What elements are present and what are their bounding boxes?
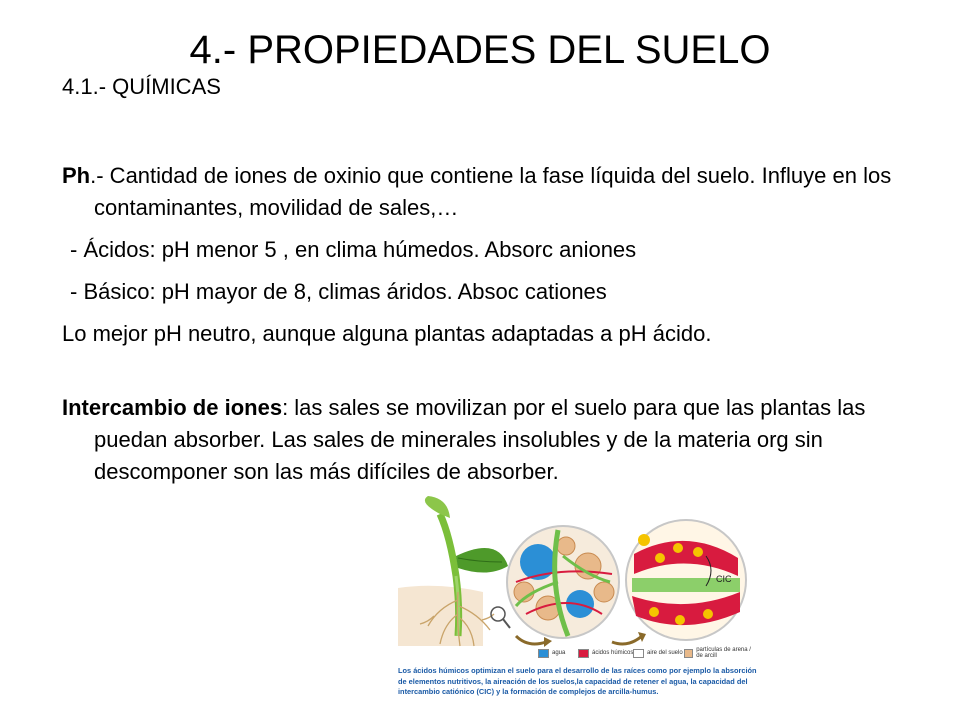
legend-item-sand xyxy=(684,648,758,658)
ph-definition: .- Cantidad de iones de oxinio que contiene la fase líquida del suelo. Influye en los contaminantes, movilidad de sales,… xyxy=(90,163,892,220)
soil-illustration xyxy=(398,496,758,666)
swatch-sand xyxy=(684,649,693,658)
cic-zoom-circle xyxy=(626,520,746,640)
figure-legend xyxy=(538,648,758,660)
exchange-definition: : las sales se movilizan por el suelo para que las plantas las puedan absorber. Las sales de minerales insolubles y de la materia org sin descomponer son las más difíciles de absorber. xyxy=(94,395,866,484)
ph-basic-bullet: - Básico: pH mayor de 8, climas áridos. Absoc cationes xyxy=(70,279,607,304)
exchange-paragraph xyxy=(62,392,922,488)
cic-label: CIC xyxy=(716,574,732,584)
leaf-shape xyxy=(425,496,450,518)
ph-paragraph xyxy=(62,160,922,224)
swatch-humic xyxy=(578,649,589,658)
slide-title: 4.- PROPIEDADES DEL SUELO xyxy=(189,28,771,72)
legend-label: agua xyxy=(552,650,566,656)
ph-term: Ph xyxy=(62,163,91,188)
section-subtitle: 4.1.- QUÍMICAS xyxy=(62,74,221,99)
swatch-water xyxy=(538,649,549,658)
leaf-shape xyxy=(456,548,508,573)
legend-item-water xyxy=(538,648,565,658)
legend-label: ácidos húmicos xyxy=(592,650,634,656)
exchange-term: Intercambio de iones xyxy=(62,395,283,420)
figure-caption: Los ácidos húmicos optimizan el suelo para el desarrollo de las raíces como por ejemplo la absorción de elementos nutritivos, la aireación de los suelos,la capacidad de retener el agua, la capacidad del intercambio catiónico (CIC) y la formación de complejos de arcilla-humus. xyxy=(398,666,757,696)
swatch-air xyxy=(633,649,644,658)
ph-acid-bullet: - Ácidos: pH menor 5 , en clima húmedos. Absorc aniones xyxy=(70,237,637,262)
legend-item-air xyxy=(633,648,683,658)
soil-figure xyxy=(398,496,758,710)
ph-best-line: Lo mejor pH neutro, aunque alguna plantas adaptadas a pH ácido. xyxy=(62,321,712,346)
soil-zoom-circle xyxy=(507,526,619,638)
legend-item-humic xyxy=(578,648,633,658)
slide-body xyxy=(62,160,922,488)
arrow-icon xyxy=(612,636,642,644)
arrow-icon xyxy=(516,636,546,644)
legend-label: aire del suelo xyxy=(647,650,683,656)
legend-label: partículas de arena / de arcill xyxy=(696,647,751,659)
